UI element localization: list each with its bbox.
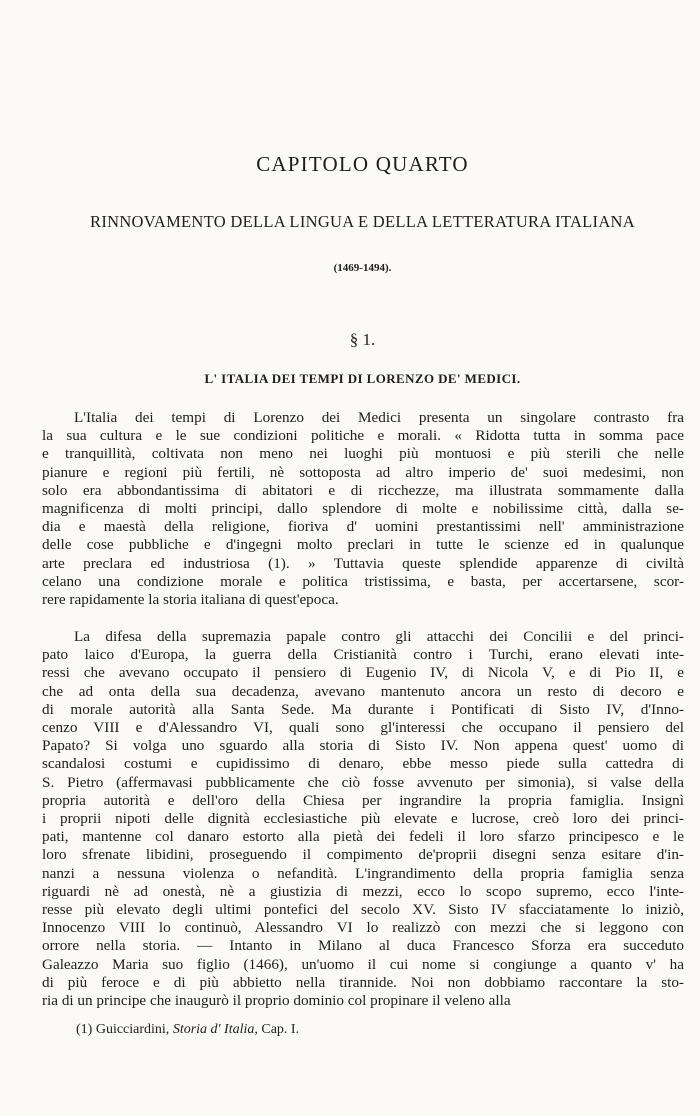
text-line: Papato? Si volga uno sguardo alla storia di Sisto IV. Non appena quest' uomo di xyxy=(42,737,684,755)
text-line: solo era abbondantissima di abitatori e di ricchezze, ma illustrata sommamente dalla xyxy=(42,481,684,499)
text-line: Galeazzo Maria suo figlio (1466), un'uomo il cui nome si congiunge a quanto v' ha xyxy=(42,955,684,973)
text-line: dia e maestà della religione, fioriva d' uomini prestantissimi nell' amministrazione xyxy=(42,518,684,536)
section-title: L' ITALIA DEI TEMPI DI LORENZO DE' MEDICI. xyxy=(204,371,521,386)
section-number: § 1. xyxy=(349,330,376,349)
text-line: loro sfrenate libidini, proseguendo il compimento de'proprii disegni senza esitare d'in- xyxy=(42,846,684,864)
text-line: scandalosi costumi e cupidissimo di denaro, ebbe messo piede sulla cattedra di xyxy=(42,755,684,773)
footnote-work: Storia d' Italia, xyxy=(172,1022,258,1037)
text-line: la sua cultura e le sue condizioni politiche e morali. « Ridotta tutta in somma pace xyxy=(42,427,684,445)
text-line: rere rapidamente la storia italiana di quest'epoca. xyxy=(42,591,339,609)
text-line: e tranquillità, coltivata non meno nei luoghi più montuosi e più sterili che nelle xyxy=(42,445,684,463)
text-line: ressi che avevano occupato il pensiero di Eugenio IV, di Nicola V, e di Pio II, e xyxy=(42,664,684,682)
text-line: arte preclara ed industriosa (1). » Tuttavia queste splendide apparenze di civiltà xyxy=(42,554,684,572)
text-line: di più feroce e di più abbietto nella tirannide. Noi non dobbiamo raccontare la sto- xyxy=(42,973,684,991)
paragraph-2 xyxy=(42,628,684,1010)
text-line: pianure e regioni più fertili, nè sottoposta ad altro imperio de' suoi medesimi, non xyxy=(42,463,684,481)
chapter-title: CAPITOLO QUARTO xyxy=(256,152,469,176)
text-line: celano una condizione morale e politica tristissima, e basta, per accertarsene, scor- xyxy=(42,572,684,590)
text-line: S. Pietro (affermavasi pubblicamente che ciò fosse avvenuto per simonia), si valse della xyxy=(42,773,684,791)
text-line: magnificenza di molti principi, dallo splendore di molte e nobilissime città, dalla se- xyxy=(42,500,684,518)
footnote-ref: Cap. I. xyxy=(261,1022,300,1037)
text-line: pato laico d'Europa, la guerra della Cristianità contro i Turchi, erano elevati inte- xyxy=(42,646,684,664)
text-line: ria di un principe che inaugurò il proprio dominio col propinare il veleno alla xyxy=(42,992,511,1010)
text-line: propria autorità e dell'oro della Chiesa per ingrandire la propria famiglia. Insignì xyxy=(42,791,684,809)
text-line: resse più elevato degli ultimi pontefici del secolo XV. Sisto IV sfacciatamente lo iniziò, xyxy=(42,901,684,919)
chapter-subtitle: RINNOVAMENTO DELLA LINGUA E DELLA LETTERATURA ITALIANA xyxy=(90,212,635,231)
text-line: di morale autorità alla Santa Sede. Ma durante i Pontificati di Sisto IV, d'Inno- xyxy=(42,700,684,718)
footnote-author: Guicciardini, xyxy=(95,1022,170,1037)
text-line: La difesa della supremazia papale contro gli attacchi dei Concilii e del princi- xyxy=(74,628,684,645)
text-line: orrore nella storia. — Intanto in Milano al duca Francesco Sforza era succeduto xyxy=(42,937,684,955)
text-line: Innocenzo VIII lo continuò, Alessandro VI lo realizzò con mezzi che si leggono con xyxy=(42,919,684,937)
text-line: nanzi a nessuna violenza o nefandità. L'ingrandimento della propria famiglia senza xyxy=(42,864,684,882)
chapter-dates: (1469-1494). xyxy=(333,262,392,274)
text-line: i proprii nipoti delle dignità ecclesiastiche più elevate e lucrose, creò loro dei princi- xyxy=(42,810,684,828)
text-line: riguardi nè ad onestà, nè a giustizia di mezzi, ecco lo scopo supremo, ecco l'inte- xyxy=(42,882,684,900)
text-line: che ad onta della sua decadenza, avevano mantenuto ancora un resto di decoro e xyxy=(42,682,684,700)
text-line: pati, mantenne col danaro estorto alla pietà dei fedeli il loro sfarzo principesco e le xyxy=(42,828,684,846)
text-line: delle cose pubbliche e d'ingegni molto preclari in tutte le scienze ed in qualunque xyxy=(42,536,684,554)
text-line: L'Italia dei tempi di Lorenzo dei Medici presenta un singolare contrasto fra xyxy=(74,409,684,426)
paragraph-1 xyxy=(42,409,684,609)
footnote-marker: (1) xyxy=(76,1022,93,1037)
footnote xyxy=(76,1022,299,1038)
text-line: cenzo VIII e d'Alessandro VI, quali sono gl'interessi che occupano il pensiero del xyxy=(42,719,684,737)
